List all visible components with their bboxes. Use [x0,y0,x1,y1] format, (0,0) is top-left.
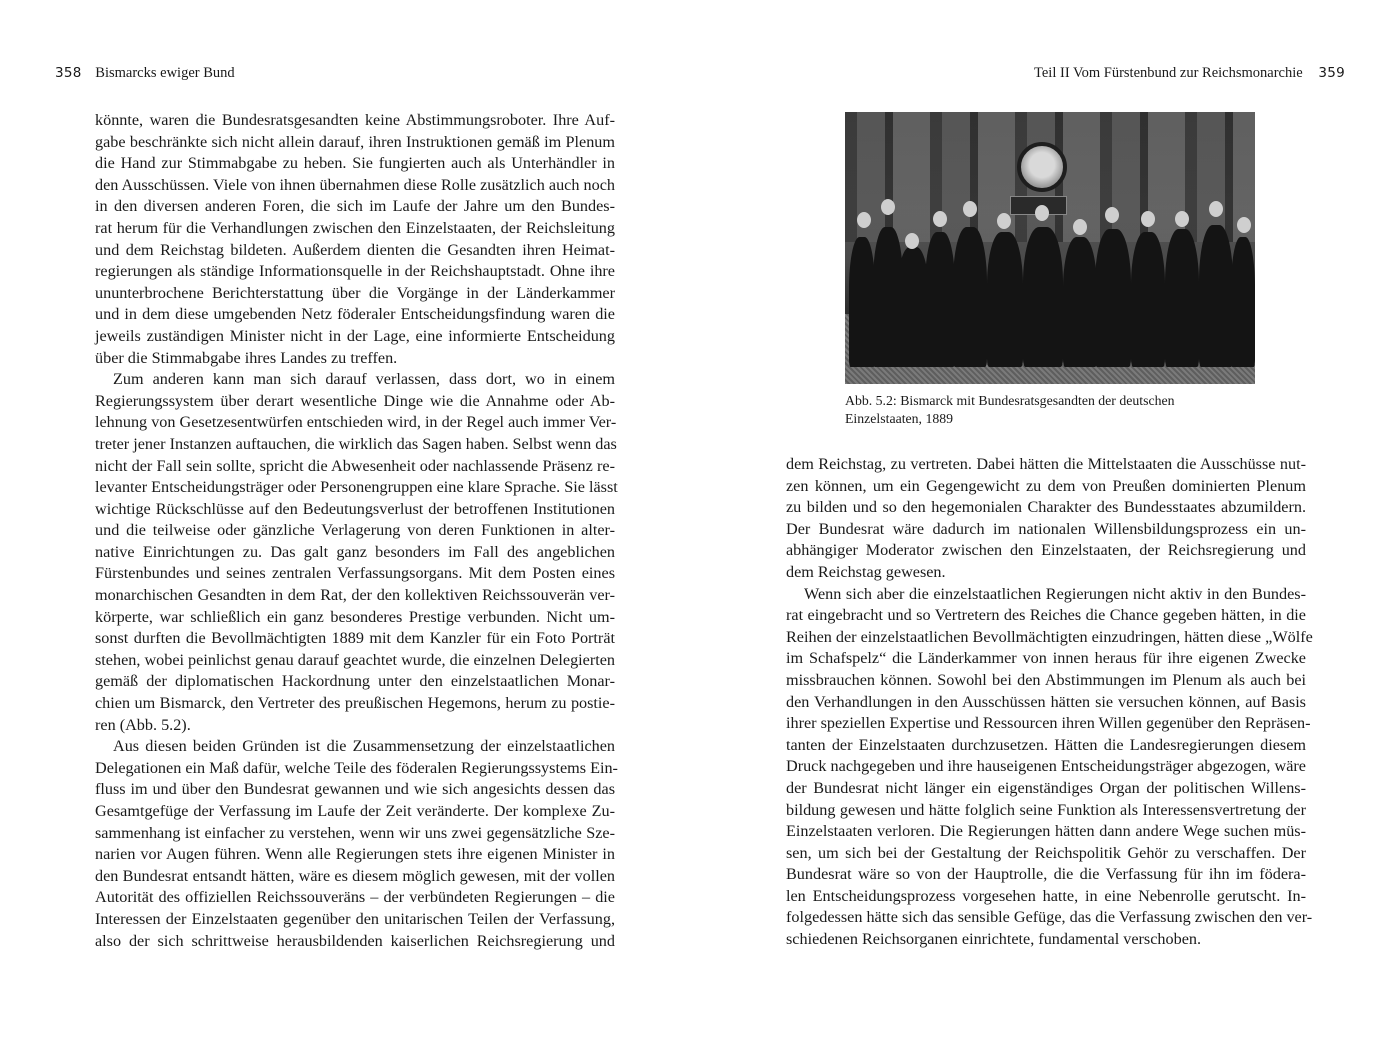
text-line: über die Stimmabgabe ihres Landes zu treffen. [95,348,398,367]
text-line: den Bundesrat entsandt hätten, wäre es diesem möglich gewesen, mit der vollen [95,866,615,885]
text-line: sammenhang ist einfacher zu verstehen, wenn wir uns zwei gegensätzliche Sze- [95,823,615,842]
text-line: regierungen als ständige Informationsquelle in der Reichshauptstadt. Ohne ihre [95,262,615,281]
person-silhouette [1095,229,1131,367]
person-silhouette [1231,237,1255,367]
text-line: lehnung von Gesetzesentwürfen entschieden wird, in der Regel auch immer Ver- [95,413,617,432]
text-line: treter jener Instanzen auftauchen, die wirklich das Sagen haben. Selbst wenn das [95,434,617,453]
person-head [881,199,895,215]
text-line: missbrauchen können. Sowohl bei den Abstimmungen im Plenum als auch bei [786,670,1306,689]
text-line: dem Reichstag gewesen. [786,562,946,581]
text-line: rat eingebracht und so Vertretern des Reiches die Chance gegeben hätten, in die [786,606,1306,625]
text-line: len Entscheidungsprozess vorgesehen hatte, in eine Nebenrolle gerutscht. In- [786,886,1306,905]
text-line: gabe beschränkte sich nicht allein darauf, ihren Instruktionen gemäß im Plenum [95,132,615,151]
text-line: jeweils zuständigen Minister nicht in der Lage, eine informierte Entscheidung [95,326,615,345]
text-line: und die teilweise oder gänzliche Verlagerung von deren Funktionen in alter- [95,521,615,540]
text-line: Einzelstaaten verloren. Die Regierungen hätten dann andere Wege suchen müs- [786,822,1306,841]
text-line: stehen, wobei peinlichst genau darauf geachtet wurde, die einzelnen Delegierten [95,650,616,669]
text-line: rat herum für die Verhandlungen zwischen den Einzelstaaten, der Reichsleitung [95,218,615,237]
text-line: Interessen der Einzelstaaten gegenüber den unitarischen Teilen der Verfassung, [95,909,615,928]
text-line: gemäß der diplomatischen Hackordnung unter den einzelstaatlichen Monar- [95,672,615,691]
figure-reference-line: ren (Abb. 5.2). [95,715,191,734]
text-line: abhängiger Moderator zwischen den Einzelstaaten, der Reichsregierung und [786,541,1306,560]
person-silhouette [925,232,955,367]
text-line: zu bilden und so den hegemonialen Charakter des Bundesstaates abzumildern. [786,498,1306,517]
text-line: bildung gewesen und hätte folglich seine Funktion als Interessensvertretung der [786,800,1306,819]
text-line: native Einrichtungen zu. Das galt ganz besonders im Fall des angeblichen [95,542,615,561]
person-head [1105,207,1119,223]
text-line: Reihen der einzelstaatlichen Bevollmächtigten einzudringen, hätten diese „Wölfe [786,627,1313,646]
group-of-men [845,207,1255,367]
running-title: Bismarcks ewiger Bund [95,65,235,81]
person-silhouette [1199,225,1233,367]
body-text-left [95,110,618,952]
person-head [1073,219,1087,235]
person-head [905,233,919,249]
text-line: ihrer speziellen Expertise und Ressourcen ihren Willen gegenüber den Repräsen- [786,714,1311,733]
text-line: den Verhandlungen in den Ausschüssen hätten sie versuchen können, auf Basis [786,692,1306,711]
text-line: zen können, um ein Gegengewicht zu dem von Preußen dominierten Plenum [786,476,1306,495]
text-line: dem Reichstag, zu vertreten. Dabei hätten die Mittelstaaten die Ausschüsse nut- [786,455,1306,473]
text-line: levanter Entscheidungsträger oder Personengruppen eine klare Sprache. Sie lässt [95,478,618,497]
person-silhouette [1063,237,1097,367]
text-line: Regierungssystem über derart wesentliche Dinge wie die Annahme oder Ab- [95,391,615,410]
text-line: Delegationen ein Maß dafür, welche Teile des föderalen Regierungssystems Ein- [95,758,618,777]
text-line: könnte, waren die Bundesratsgesandten keine Abstimmungsroboter. Ihre Auf- [95,111,615,129]
figure-5-2 [845,112,1255,428]
text-line: ununterbrochene Berichterstattung über die Vorgänge in der Länderkammer [95,283,615,302]
person-head [1175,211,1189,227]
person-head [857,212,871,228]
person-head [1237,217,1251,233]
text-line: chien um Bismarck, den Vertreter des preußischen Hegemons, herum zu postie- [95,694,615,713]
page-header-left [55,64,235,82]
text-line: körperte, war schließlich ein ganz besonderes Prestige verbunden. Nicht um- [95,607,615,626]
person-head [933,211,947,227]
text-line: sen, um sich bei der Gestaltung der Reichspolitik Gehör zu verschaffen. Der [786,843,1306,862]
text-line: Bundesrat wäre so von der Hauptrolle, die die Verfassung für ihn im födera- [786,865,1306,884]
person-head [963,201,977,217]
text-line: tanten der Einzelstaaten durchzusetzen. Hätten die Landesregierungen diesem [786,735,1306,754]
right-page [700,0,1400,1039]
page-header-right [1034,64,1345,82]
text-line: und dem Reichstag bildeten. Außerdem dienten die Gesandten ihren Heimat- [95,240,615,259]
text-line: Autorität des offiziellen Reichssouveräns – der verbündeten Regierungen – die [95,888,615,907]
text-line: im Schafspelz“ die Länderkammer von innen heraus für ihre eigenen Zwecke [786,649,1306,668]
person-silhouette [849,237,875,367]
page-number: 359 [1318,65,1345,81]
person-head [997,213,1011,229]
text-line: die Hand zur Stimmabgabe zu heben. Sie fungierten auch als Unterhändler in [95,154,615,173]
body-text-right [786,454,1313,951]
text-line: monarchischen Gesandten in dem Rat, der den kollektiven Reichssouverän ver- [95,586,615,605]
person-head [1141,211,1155,227]
caption-line: Abb. 5.2: Bismarck mit Bundesratsgesandten der deutschen [845,393,1175,408]
text-line: nicht der Fall sein sollte, spricht die Abwesenheit oder nachlassende Präsenz re- [95,456,615,475]
person-silhouette [987,232,1023,367]
text-line: schiedenen Reichsorganen einrichtete, fundamental verschoben. [786,930,1202,949]
text-line: der Bundesrat nicht länger ein eigenständiges Organ der politischen Willens- [786,778,1306,797]
text-line: Druck nachgegeben und ihre hauseigenen Entscheidungsträger abgezogen, wäre [786,757,1306,776]
paragraph-start-line: Wenn sich aber die einzelstaatlichen Regierungen nicht aktiv in den Bundes- [804,584,1306,603]
text-line: sonst durften die Bevollmächtigten 1889 mit dem Kanzler für ein Foto Porträt [95,629,615,648]
text-line: in den diversen anderen Foren, die sich im Laufe der Jahre um den Bundes- [95,197,615,216]
person-silhouette [1165,229,1199,367]
bismarck-silhouette [1023,227,1063,367]
text-line: Der Bundesrat wäre dadurch im nationalen Willensbildungsprozess ein un- [786,519,1306,538]
person-silhouette [953,227,987,367]
caption-line: Einzelstaaten, 1889 [845,411,954,426]
group-photo [845,112,1255,384]
person-head [1209,201,1223,217]
paragraph-start-line: Aus diesen beiden Gründen ist die Zusammensetzung der einzelstaatlichen [113,737,615,756]
figure-caption [845,392,1255,428]
running-title: Teil II Vom Fürstenbund zur Reichsmonarchie [1034,65,1303,81]
text-line: Fürstenbundes und seines zentralen Verfassungsorgans. Mit dem Posten eines [95,564,615,583]
person-silhouette [1131,232,1165,367]
paragraph-start-line: Zum anderen kann man sich darauf verlassen, dass dort, wo in einem [113,370,615,389]
text-line: wichtige Rückschlüsse auf den Bedeutungsverlust der betroffenen Institutionen [95,499,615,518]
text-line: fluss im und über den Bundesrat gewannen und wie sich angesichts dessen das [95,780,615,799]
person-head [1035,205,1049,221]
text-line: narien vor Augen führen. Wenn alle Regierungen stets ihre eigenen Minister in [95,845,615,864]
portrait-medallion [1017,142,1067,192]
text-line: den Ausschüssen. Viele von ihnen übernahmen diese Rolle zusätzlich auch noch [95,175,615,194]
text-line: und in dem diese umgebenden Netz föderaler Entscheidungsfindung waren die [95,305,615,324]
text-line: folgedessen hätte sich das sensible Gefüge, das die Verfassung zwischen den ver- [786,908,1313,927]
page-number: 358 [55,65,82,81]
text-line: also der sich schrittweise herausbildenden kaiserlichen Reichsregierung und [95,931,615,950]
text-line: Gesamtgefüge der Verfassung im Laufe der Zeit veränderte. Der komplexe Zu- [95,802,615,820]
